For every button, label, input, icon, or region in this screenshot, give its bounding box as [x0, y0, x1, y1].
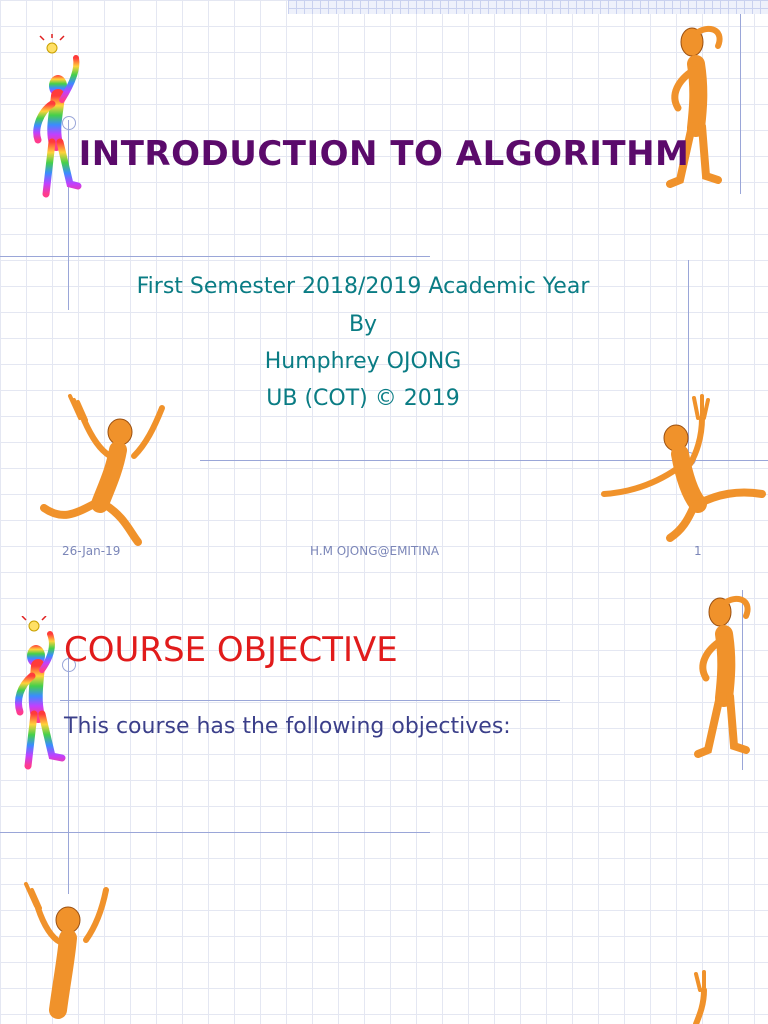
divider-line: [0, 832, 430, 833]
divider-line: [60, 700, 560, 701]
subtitle-semester: First Semester 2018/2019 Academic Year: [136, 274, 590, 299]
subtitle-author: Humphrey OJONG: [264, 349, 462, 374]
page-title: INTRODUCTION TO ALGORITHM: [78, 134, 690, 174]
dancing-figure-icon: [680, 970, 740, 1024]
dancing-figure-icon: [598, 394, 768, 544]
subtitle-institution: UB (COT) © 2019: [266, 386, 460, 411]
cheering-figure-icon: [22, 880, 132, 1024]
footer-author: H.M OJONG@EMITINA: [310, 544, 440, 558]
decorative-band: [288, 0, 768, 14]
divider-line: [0, 256, 430, 257]
slide-2: [0, 584, 768, 1024]
body-text: This course has the following objectives:: [64, 714, 511, 739]
footer-date: 26-Jan-19: [62, 544, 121, 558]
page-number: 1: [694, 544, 702, 558]
section-title: COURSE OBJECTIVE: [64, 630, 398, 670]
cheering-figure-icon: [34, 392, 174, 552]
subtitle-by: By: [348, 312, 378, 337]
rainbow-thinker-figure-icon: [22, 34, 92, 204]
thinking-figure-icon: [676, 590, 768, 760]
